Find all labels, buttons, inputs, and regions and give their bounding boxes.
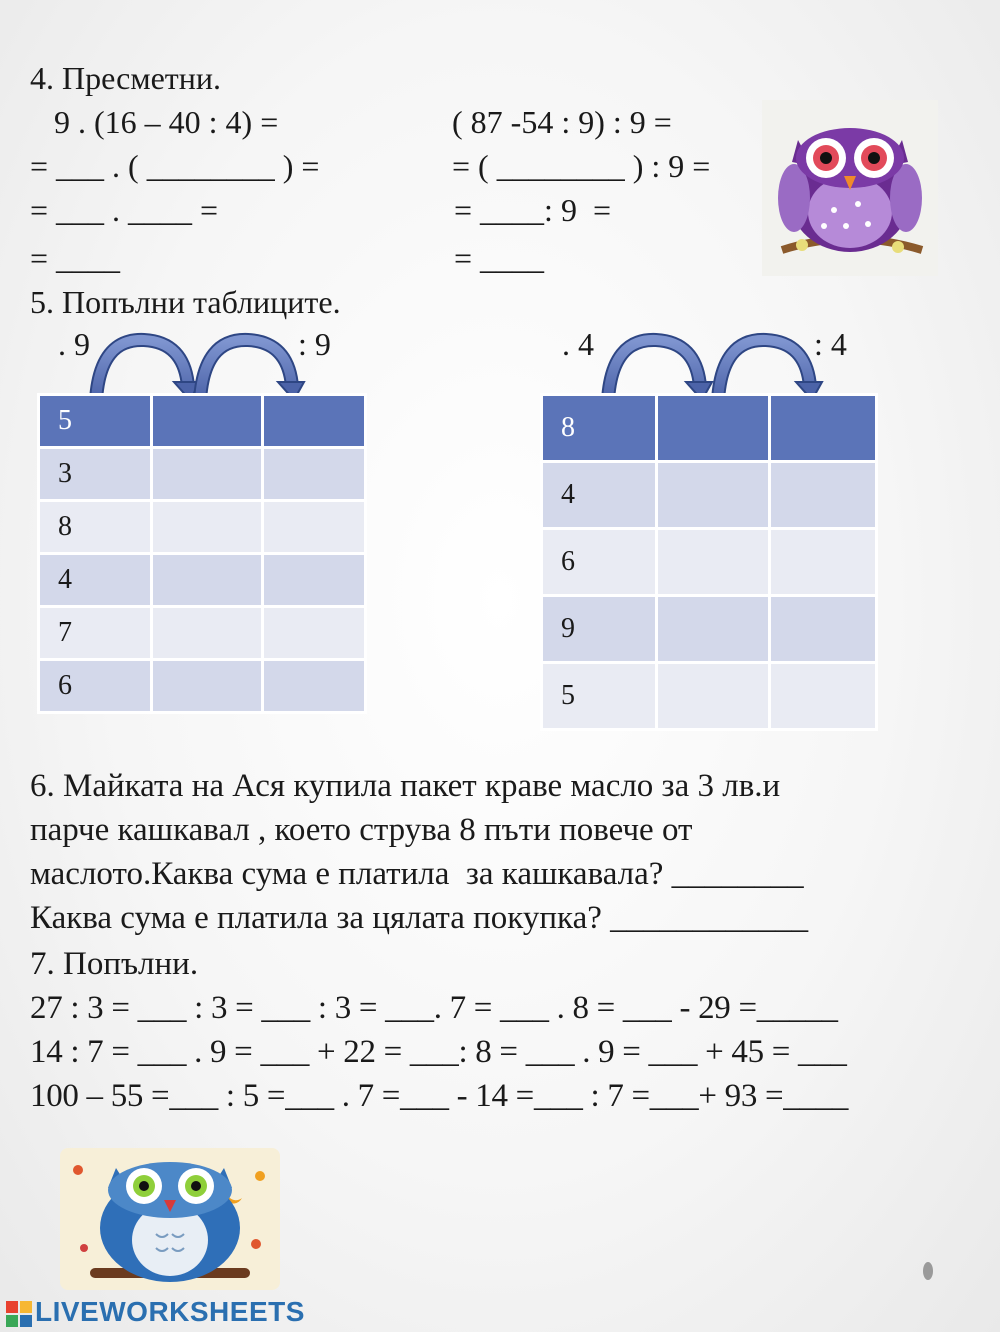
table1 — [37, 393, 367, 714]
liveworksheets-logo — [6, 1296, 305, 1328]
table2-answer-cell[interactable] — [657, 529, 770, 596]
table1-answer-cell[interactable] — [152, 607, 263, 660]
table1-answer-cell[interactable] — [263, 448, 366, 501]
table1-answer-cell[interactable] — [152, 554, 263, 607]
table1-answer-cell[interactable] — [152, 501, 263, 554]
purple-owl-image — [762, 100, 938, 276]
task7-line-1: 27 : 3 = ___ : 3 = ___ : 3 = ___. 7 = ___ . 8 = ___ - 29 =_____ — [30, 990, 838, 1026]
table2-answer-cell[interactable] — [657, 395, 770, 462]
task6-line-4: Каква сума е платила за цялата покупка? ____________ — [30, 900, 809, 936]
table1-value-cell: 6 — [39, 660, 152, 713]
table1-op-right: : 9 — [298, 326, 331, 362]
table2-op-left: . 4 — [562, 326, 594, 362]
table2-answer-cell[interactable] — [657, 596, 770, 663]
table2-answer-cell[interactable] — [770, 395, 877, 462]
table1-op-left: . 9 — [58, 326, 90, 362]
table2-value-cell: 9 — [542, 596, 657, 663]
table1-value-cell: 8 — [39, 501, 152, 554]
table2-value-cell: 4 — [542, 462, 657, 529]
task4-right-line-3: = ____: 9 = — [454, 192, 611, 228]
task4-left-line-4: = ____ — [30, 240, 121, 276]
task7-line-3: 100 – 55 =___ : 5 =___ . 7 =___ - 14 =___ : 7 =___+ 93 =____ — [30, 1078, 849, 1114]
task4-left-line-1: 9 . (16 – 40 : 4) = — [30, 104, 279, 140]
table1-answer-cell[interactable] — [263, 395, 366, 448]
table2-answer-cell[interactable] — [657, 462, 770, 529]
table1-answer-cell[interactable] — [263, 501, 366, 554]
table1-answer-cell[interactable] — [152, 660, 263, 713]
table1-answer-cell[interactable] — [263, 607, 366, 660]
task6-line-1: 6. Майката на Ася купила пакет краве масло за 3 лв.и — [30, 768, 781, 804]
table1-value-cell: 4 — [39, 554, 152, 607]
task6-line-2: парче кашкавал , което струва 8 пъти повече от — [30, 812, 693, 848]
table1-value-cell: 7 — [39, 607, 152, 660]
table1-answer-cell[interactable] — [263, 660, 366, 713]
task6-line-3: маслото.Каква сума е платила за кашкавала? ________ — [30, 856, 804, 892]
table2-answer-cell[interactable] — [657, 663, 770, 730]
page-dot — [923, 1262, 933, 1280]
task4-left-line-2: = ___ . ( ________ ) = — [30, 148, 320, 184]
table1-value-cell: 3 — [39, 448, 152, 501]
liveworksheets-badge-icon — [6, 1301, 32, 1327]
table1-answer-cell[interactable] — [263, 554, 366, 607]
task4-title: 4. Пресметни. — [30, 60, 221, 96]
table2-value-cell: 6 — [542, 529, 657, 596]
logo-text: LIVEWORKSHEETS — [35, 1296, 305, 1327]
task4-right-line-2: = ( ________ ) : 9 = — [452, 148, 711, 184]
task7-line-2: 14 : 7 = ___ . 9 = ___ + 22 = ___: 8 = ___ . 9 = ___ + 45 = ___ — [30, 1034, 847, 1070]
task4-left-line-3: = ___ . ____ = — [30, 192, 219, 228]
table1-answer-cell[interactable] — [152, 448, 263, 501]
table2 — [540, 393, 878, 731]
blue-owl-image — [60, 1148, 280, 1290]
task5-title: 5. Попълни таблиците. — [30, 284, 341, 320]
table1-value-cell: 5 — [39, 395, 152, 448]
table2-answer-cell[interactable] — [770, 462, 877, 529]
table2-answer-cell[interactable] — [770, 596, 877, 663]
table1-answer-cell[interactable] — [152, 395, 263, 448]
table2-answer-cell[interactable] — [770, 529, 877, 596]
task4-right-line-1: ( 87 -54 : 9) : 9 = — [452, 104, 672, 140]
table2-value-cell: 5 — [542, 663, 657, 730]
table2-op-right: : 4 — [814, 326, 847, 362]
table2-answer-cell[interactable] — [770, 663, 877, 730]
task7-title: 7. Попълни. — [30, 946, 199, 982]
task4-right-line-4: = ____ — [454, 240, 545, 276]
table2-value-cell: 8 — [542, 395, 657, 462]
